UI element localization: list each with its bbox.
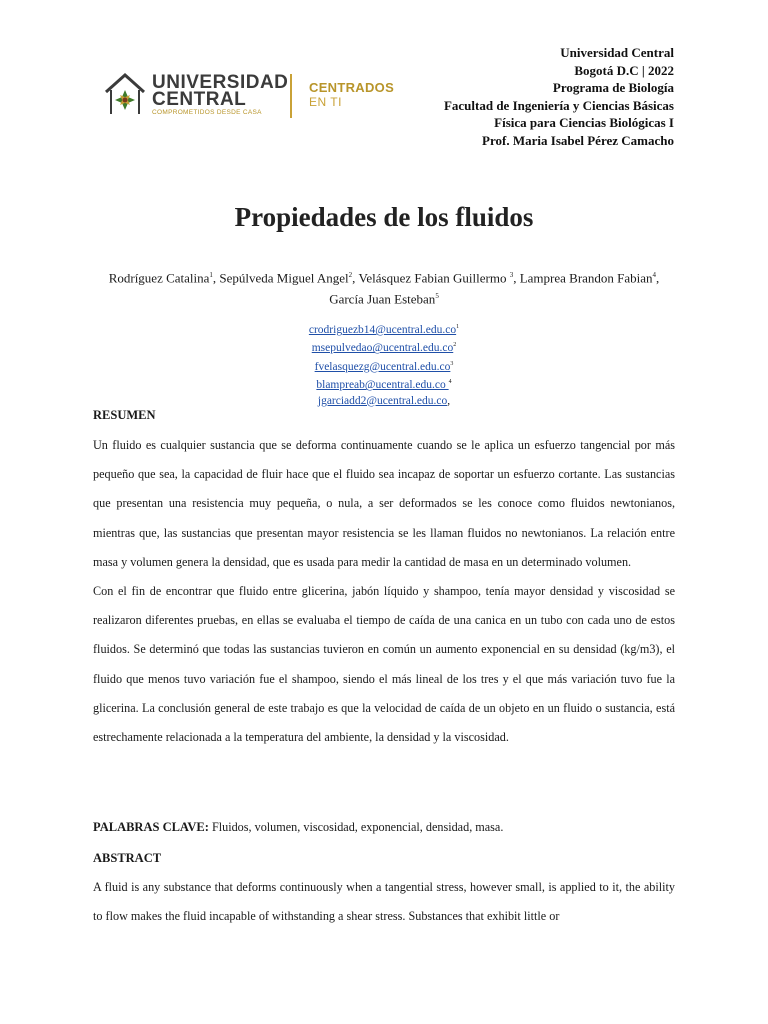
author-sep: , <box>656 270 660 286</box>
document-title: Propiedades de los fluidos <box>234 202 534 232</box>
author-ref: 4 <box>652 271 657 279</box>
header-line: Programa de Biología <box>552 80 674 96</box>
author-sep: , <box>513 270 520 286</box>
author-name: Lamprea Brandon Fabian <box>519 270 653 286</box>
resumen-heading: RESUMEN <box>93 408 156 422</box>
email-ref: 3 <box>450 360 454 367</box>
author-name: Sepúlveda Miguel Angel <box>219 270 349 286</box>
header-line: Universidad Central <box>560 45 674 60</box>
abstract-body <box>93 873 675 931</box>
author-name: García Juan Esteban <box>329 291 436 307</box>
university-name-line2: CENTRAL <box>152 89 247 110</box>
abstract-heading: ABSTRACT <box>93 851 162 865</box>
logo-divider <box>290 74 292 118</box>
author-name: Rodríguez Catalina <box>108 270 210 286</box>
campaign-logo-line1: CENTRADOS <box>309 80 395 95</box>
resumen-paragraph: Un fluido es cualquier sustancia que se deforma continuamente cuando se le aplica un esfuerzo tangencial por más pequeño que sea, la capacidad de fluir hace que el fluido sea incapaz de soportar un esfuerzo cortante. Las sustancias que presentan una resistencia muy pequeña, o nula, a ser deformados se les conoce como fluidos newtonianos, mientras que, las sustancias que presentan mayor resistencia se les llaman fluidos no newtonianos. La relación entre masa y volumen genera la densidad, que es usada para medir la cantidad de masa en un determinado volumen. <box>93 438 675 569</box>
author-list <box>94 266 674 309</box>
resumen-body <box>93 431 675 752</box>
author-ref: 3 <box>509 271 514 279</box>
house-emblem-icon <box>104 72 146 118</box>
institution-header <box>444 44 674 150</box>
email-link[interactable]: blampreab@ucentral.edu.co <box>316 379 449 392</box>
email-link[interactable]: msepulvedao@ucentral.edu.co <box>311 342 454 355</box>
email-link[interactable]: fvelasquezg@ucentral.edu.co <box>314 360 451 373</box>
email-link[interactable]: crodriguezb14@ucentral.edu.co <box>308 323 457 336</box>
keywords-text: Fluidos, volumen, viscosidad, exponencial, densidad, masa. <box>208 820 504 834</box>
university-name <box>152 74 288 108</box>
university-tagline: COMPROMETIDOS DESDE CASA <box>152 109 262 116</box>
keywords-label: PALABRAS CLAVE: <box>93 820 209 834</box>
author-ref: 5 <box>435 292 439 301</box>
abstract-paragraph: A fluid is any substance that deforms continuously when a tangential stress, however small, is applied to it, the ability to flow makes the fluid incapable of withstanding a shear stress. Substances that exhibit little or <box>93 880 675 924</box>
author-name: Velásquez Fabian Guillermo <box>358 270 510 286</box>
author-sep: , <box>212 270 220 286</box>
author-ref: 2 <box>348 271 353 279</box>
author-sep: , <box>352 270 359 286</box>
campaign-logo-line2: EN TI <box>309 95 342 109</box>
email-ref: , <box>447 394 451 407</box>
university-logo <box>104 72 414 120</box>
university-name-line1: UNIVERSIDAD <box>152 72 289 93</box>
author-ref: 1 <box>209 271 213 279</box>
header-line: Física para Ciencias Biológicas I <box>494 115 674 131</box>
email-ref: 2 <box>453 342 457 349</box>
header-line: Facultad de Ingeniería y Ciencias Básicas <box>443 97 674 113</box>
author-emails <box>0 320 768 409</box>
header-line: Prof. Maria Isabel Pérez Camacho <box>482 132 674 148</box>
keywords <box>93 820 675 835</box>
email-ref: 4 <box>448 379 452 386</box>
resumen-paragraph: Con el fin de encontrar que fluido entre glicerina, jabón líquido y shampoo, tenía mayor densidad y viscosidad se realizaron diferentes pruebas, en ellas se evaluaba el tiempo de caída de una canica en un tubo con cada uno de estos fluidos. Se determinó que todas las sustancias tuvieron en común un aumento exponencial en su densidad (kg/m3), el fluido que menos tuvo variación fue el shampoo, siendo el más lineal de los tres y el que más variación tuvo fue la glicerina. La conclusión general de este trabajo es que la velocidad de caída de un objeto en un fluido o sustancia, está estrechamente relacionada a la temperatura del ambiente, la densidad y la viscosidad. <box>93 584 675 745</box>
header-line: Bogotá D.C | 2022 <box>574 62 674 78</box>
email-ref: 1 <box>456 324 460 330</box>
email-link[interactable]: jgarciadd2@ucentral.edu.co <box>317 394 448 407</box>
